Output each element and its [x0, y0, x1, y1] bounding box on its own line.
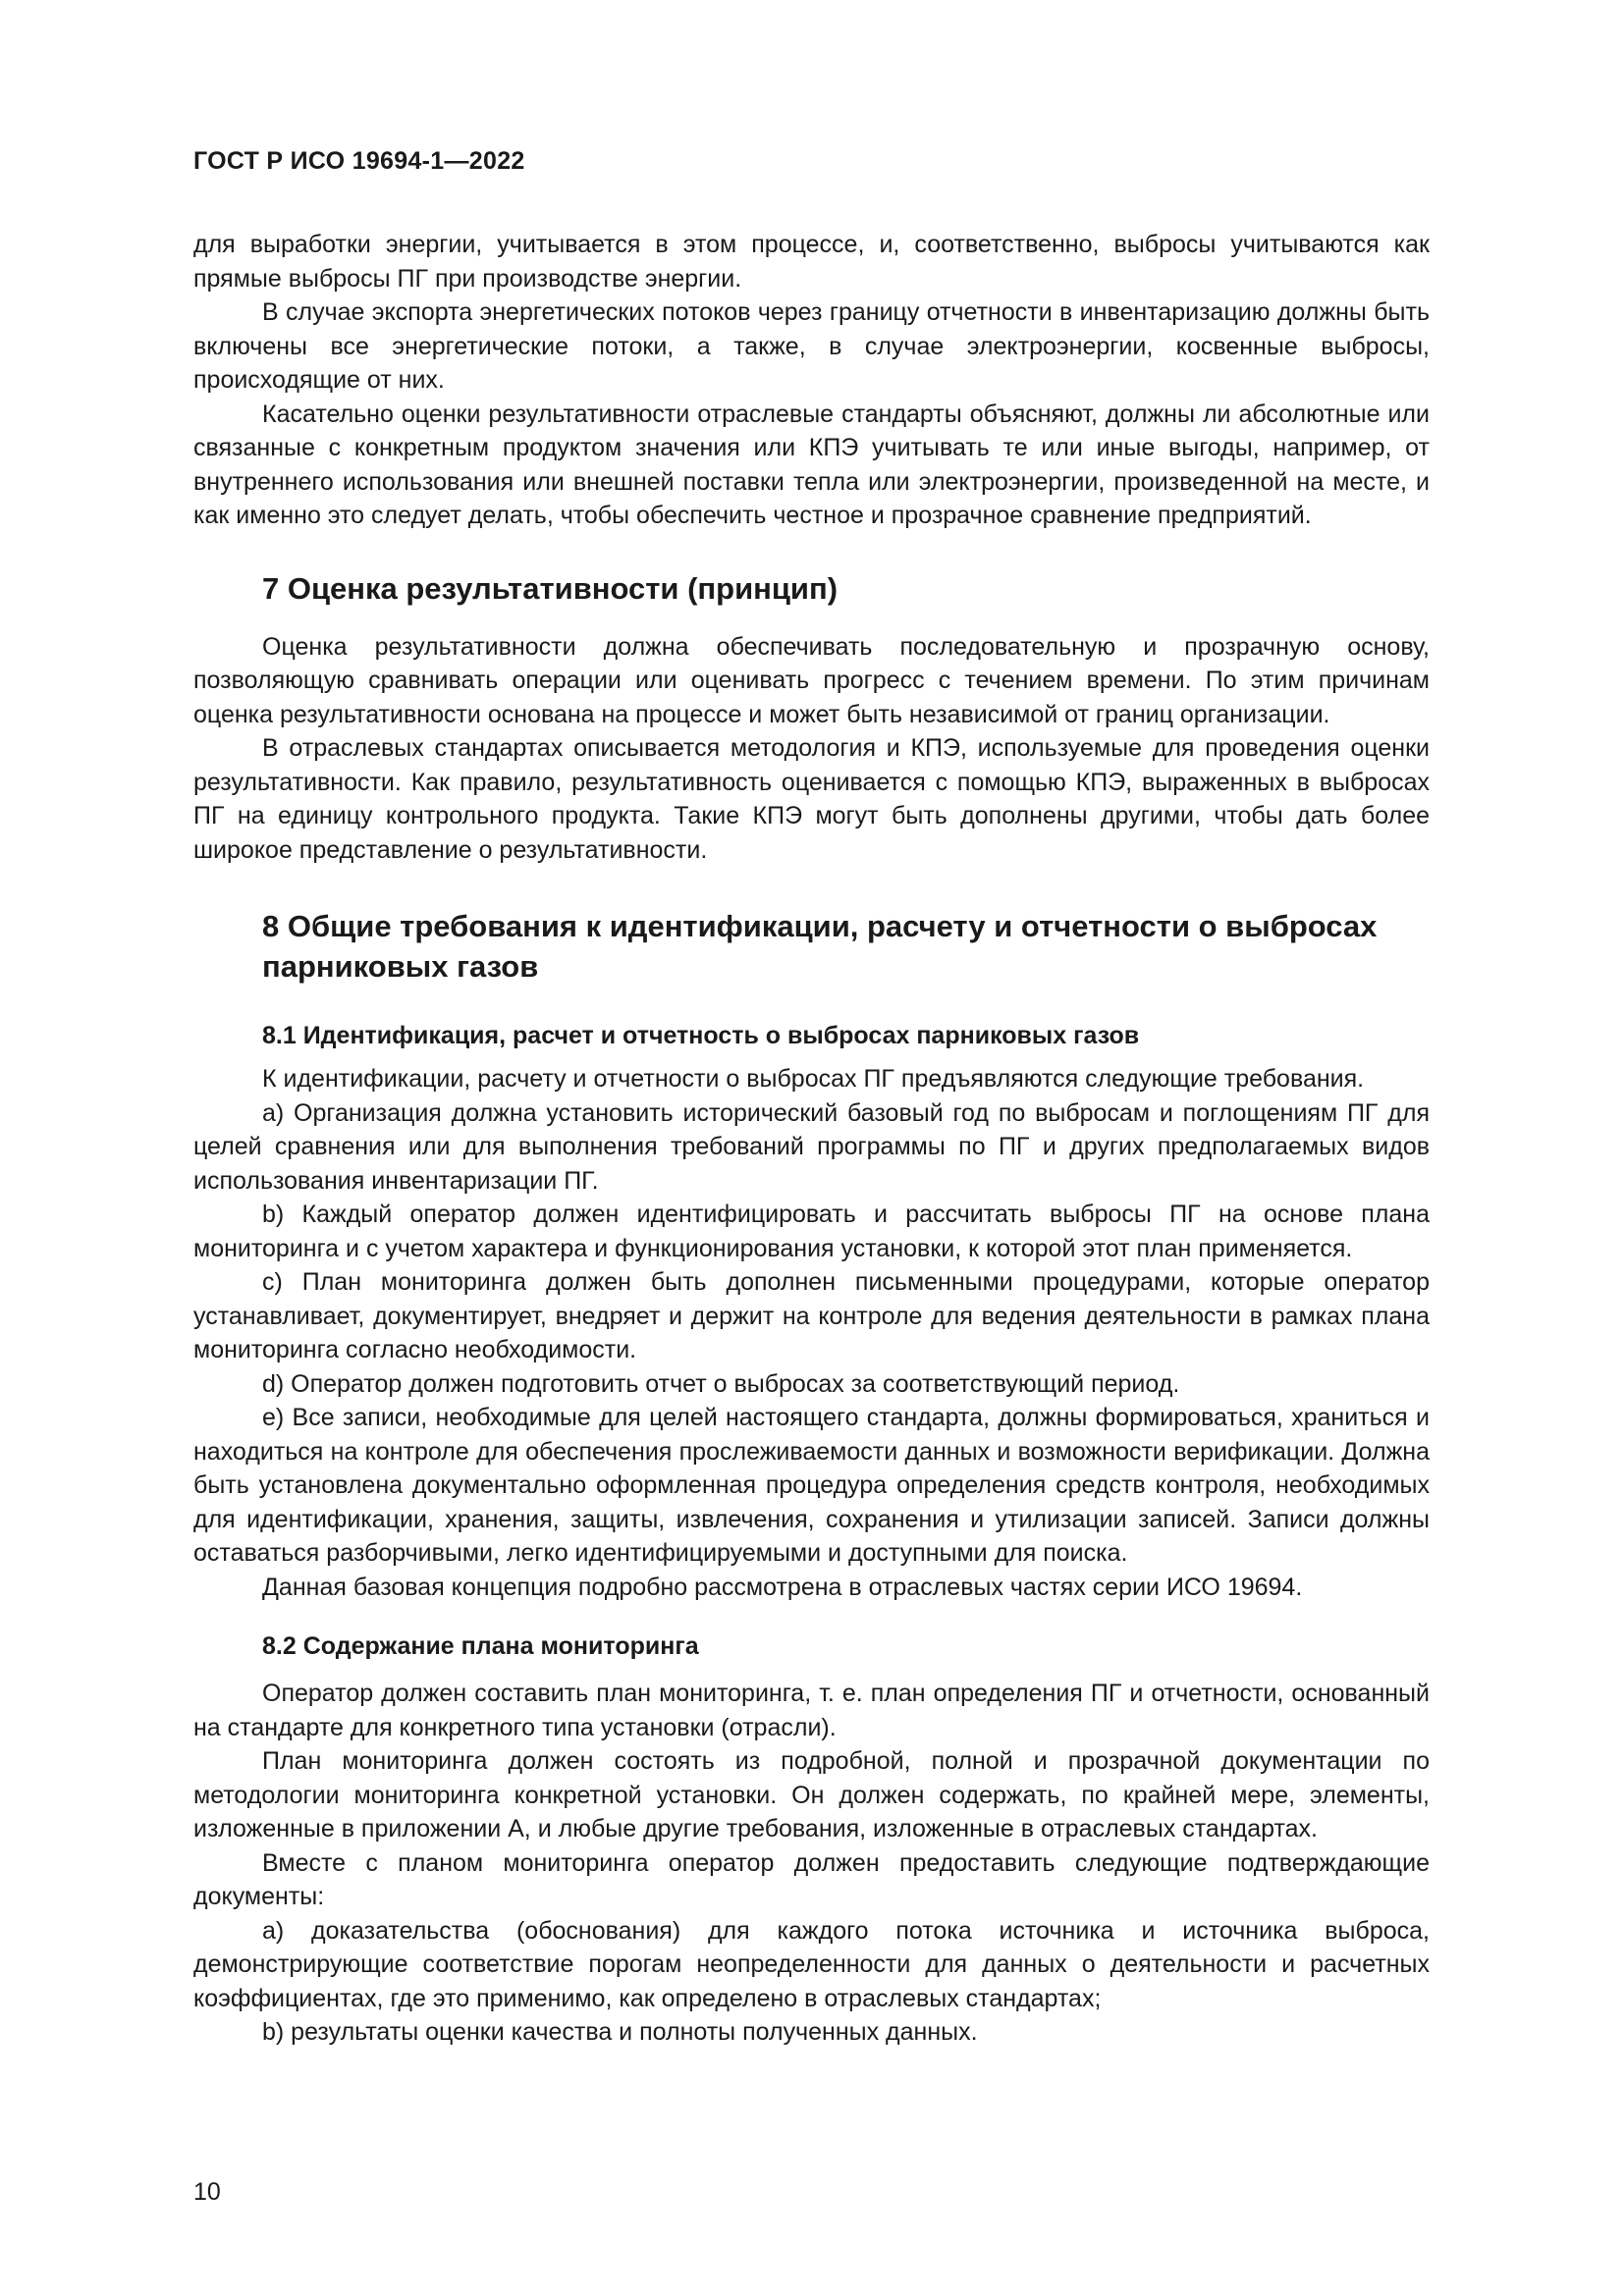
- document-header: ГОСТ Р ИСО 19694-1—2022: [193, 147, 525, 175]
- section-8-2-paragraph-1: Оператор должен составить план мониторинга, т. е. план определения ПГ и отчетности, основанный на стандарте для конкретного типа установки (отрасли).: [193, 1680, 1430, 1741]
- section-8-1-item-c: c) План мониторинга должен быть дополнен письменными процедурами, которые оператор устанавливает, документирует, внедряет и держит на контроле для ведения деятельности в рамках плана мониторинга согласно необходимости.: [193, 1268, 1430, 1363]
- section-8-1-item-b: b) Каждый оператор должен идентифицировать и рассчитать выбросы ПГ на основе плана мониторинга и с учетом характера и функционирования установки, к которой этот план применяется.: [193, 1201, 1430, 1262]
- section-7-paragraph-1: Оценка результативности должна обеспечивать последовательную и прозрачную основу, позволяющую сравнивать операции или оценивать прогресс с течением времени. По этим причинам оценка результативности основана на процессе и может быть независимой от границ организации.: [193, 632, 1430, 728]
- section-8-heading-line-2: парниковых газов: [262, 949, 539, 984]
- section-7-paragraph-2: В отраслевых стандартах описывается методология и КПЭ, используемые для проведения оценки результативности. Как правило, результативность оценивается с помощью КПЭ, выраженных в выбросах ПГ на единицу контрольного продукта. Такие КПЭ могут быть дополнены другими, чтобы дать более широкое представление о результативности.: [193, 734, 1430, 864]
- section-8-2-paragraph-3: Вместе с планом мониторинга оператор должен предоставить следующие подтверждающие документы:: [193, 1848, 1430, 1910]
- section-8-1-item-a: a) Организация должна установить исторический базовый год по выбросам и поглощениям ПГ для целей сравнения или для выполнения требований программы по ПГ и других предполагаемых видов использования инвентаризации ПГ.: [193, 1098, 1430, 1195]
- intro-paragraph-3: Касательно оценки результативности отраслевые стандарты объясняют, должны ли абсолютные или связанные с конкретным продуктом значения или КПЭ учитывать те или иные выгоды, например, от внутреннего использования или внешней поставки тепла или электроэнергии, произведенной на месте, и как именно это следует делать, чтобы обеспечить честное и прозрачное сравнение предприятий.: [193, 400, 1430, 529]
- document-body: [193, 228, 1430, 2050]
- section-8-1-item-d: d) Оператор должен подготовить отчет о выбросах за соответствующий период.: [262, 1369, 1180, 1398]
- section-7-heading: 7 Оценка результативности (принцип): [262, 570, 839, 606]
- section-8-1-intro: К идентификации, расчету и отчетности о выбросах ПГ предъявляются следующие требования.: [262, 1065, 1365, 1093]
- intro-paragraph-2: В случае экспорта энергетических потоков через границу отчетности в инвентаризацию должны быть включены все энергетические потоки, а также, в случае электроэнергии, косвенные выбросы, происходящие от них.: [193, 298, 1430, 394]
- section-8-2-item-a: a) доказательства (обоснования) для каждого потока источника и источника выброса, демонстрирующие соответствие порогам неопределенности для данных о деятельности и расчетных коэффициентах, где это применимо, как определено в отраслевых стандартах;: [193, 1916, 1430, 2012]
- section-8-1-item-e: e) Все записи, необходимые для целей настоящего стандарта, должны формироваться, храниться и находиться на контроле для обеспечения прослеживаемости данных и возможности верификации. Должна быть установлена документально оформленная процедура определения средств контроля, необходимых для идентификации, хранения, защиты, извлечения, сохранения и утилизации записей. Записи должны оставаться разборчивыми, легко идентифицируемыми и доступными для поиска.: [193, 1404, 1430, 1567]
- intro-paragraph-1: для выработки энергии, учитывается в этом процессе, и, соответственно, выбросы учитываются как прямые выбросы ПГ при производстве энергии.: [193, 231, 1430, 293]
- section-8-2-heading: 8.2 Содержание плана мониторинга: [262, 1632, 699, 1660]
- section-8-1-heading: 8.1 Идентификация, расчет и отчетность о выбросах парниковых газов: [262, 1022, 1140, 1049]
- section-8-heading-line-1: 8 Общие требования к идентификации, расчету и отчетности о выбросах: [262, 909, 1378, 943]
- page-number: 10: [193, 2178, 221, 2206]
- section-8-2-paragraph-2: План мониторинга должен состоять из подробной, полной и прозрачной документации по методологии мониторинга конкретной установки. Он должен содержать, по крайней мере, элементы, изложенные в приложении А, и любые другие требования, изложенные в отраслевых стандартах.: [193, 1747, 1430, 1842]
- section-8-1-closing: Данная базовая концепция подробно рассмотрена в отраслевых частях серии ИСО 19694.: [262, 1573, 1303, 1601]
- section-8-2-item-b: b) результаты оценки качества и полноты полученных данных.: [262, 2018, 978, 2046]
